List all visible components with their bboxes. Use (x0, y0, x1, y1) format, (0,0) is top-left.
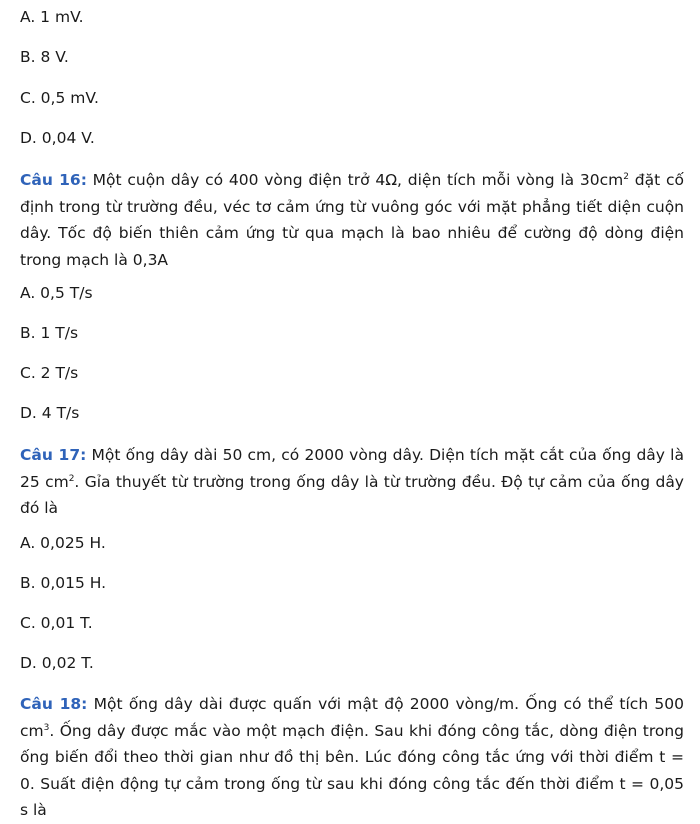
question-16-text-part2: đặt cố định trong từ trường đều, véc tơ cảm ứng từ vuông góc với mặt phẳng tiết diện cuộn dây. Tốc độ biến thiên cảm ứng từ qua mạch là bao nhiêu để cường độ dòng điện trong mạch là 0,3A (20, 171, 684, 269)
q17-option-c: C. 0,01 T. (20, 614, 93, 632)
question-18-label: Câu 18: (20, 695, 88, 713)
option-d: D. 0,04 V. (20, 129, 95, 147)
question-17-text-part1: Một ống dây dài 50 cm, có 2000 vòng dây. Diện tích mặt cắt của ống dây là 25 cm (20, 446, 684, 491)
question-17 (20, 442, 684, 522)
question-18 (20, 691, 684, 824)
option-a: A. 1 mV. (20, 8, 84, 26)
question-18-text-part2: . Ống dây được mắc vào một mạch điện. Sau khi đóng công tắc, dòng điện trong ống biến đổi theo thời gian như đồ thị bên. Lúc đóng công tắc ứng với thời điểm t = 0. Suất điện động tự cảm trong ống từ sau khi đóng công tắc đến thời điểm t = 0,05 s là (20, 721, 684, 819)
option-c: C. 0,5 mV. (20, 89, 99, 107)
superscript: 2 (68, 473, 75, 484)
q17-option-b: B. 0,015 H. (20, 574, 107, 592)
q17-option-a: A. 0,025 H. (20, 534, 106, 552)
question-18-text-part1: Một ống dây dài được quấn với mật độ 2000 vòng/m. Ống có thể tích 500 cm (20, 695, 684, 740)
question-16-label: Câu 16: (20, 171, 87, 189)
question-17-text-part2: . Gỉa thuyết từ trường trong ống dây là từ trường đều. Độ tự cảm của ống dây đó là (20, 472, 684, 517)
superscript: 2 (623, 172, 629, 182)
q16-option-c: C. 2 T/s (20, 364, 79, 382)
question-16 (20, 167, 684, 273)
question-16-text-part1: Một cuộn dây có 400 vòng điện trở 4Ω, diện tích mỗi vòng là 30cm (86, 171, 624, 189)
q16-option-a: A. 0,5 T/s (20, 284, 93, 302)
q16-option-d: D. 4 T/s (20, 404, 80, 422)
question-17-label: Câu 17: (20, 446, 87, 464)
q17-option-d: D. 0,02 T. (20, 654, 94, 672)
q16-option-b: B. 1 T/s (20, 324, 79, 342)
option-b: B. 8 V. (20, 48, 69, 66)
superscript: 3 (43, 722, 50, 733)
